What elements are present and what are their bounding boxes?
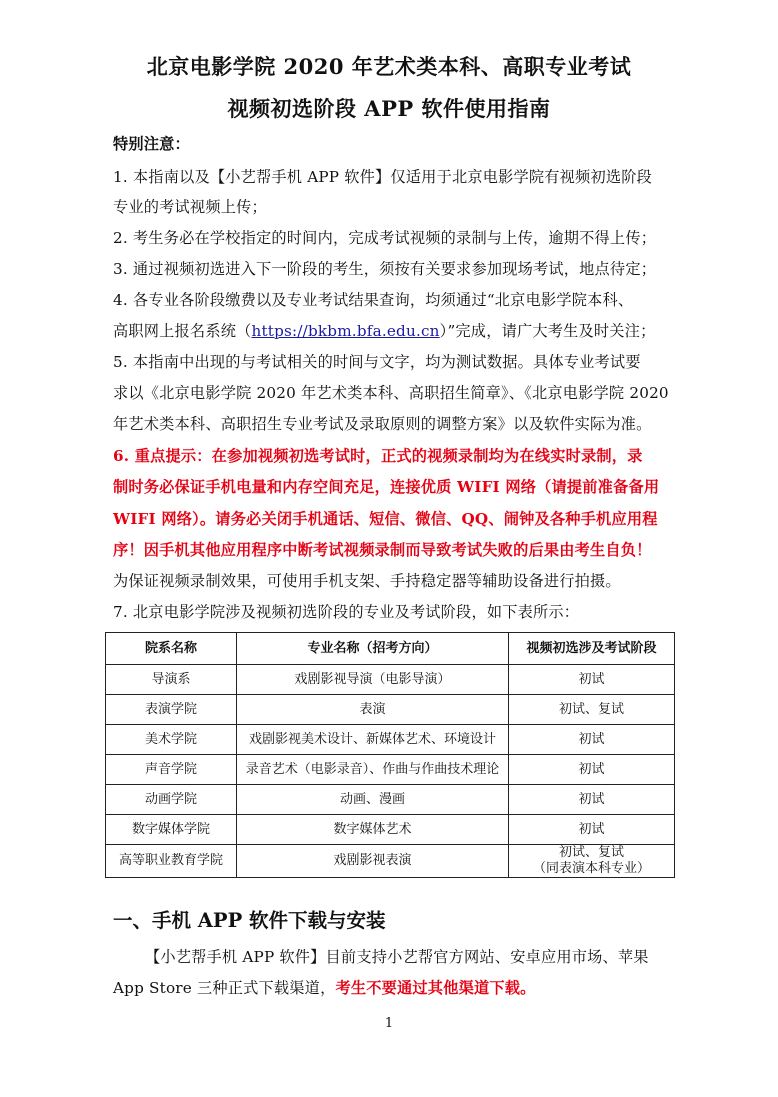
header-department: 院系名称	[106, 633, 237, 665]
notice-item-1-line-b: 专业的考试视频上传；	[113, 198, 267, 216]
header-major: 专业名称（招考方向）	[237, 633, 509, 665]
exam-stage-value: 初试、复试	[558, 845, 624, 860]
section-1-paragraph-warning: 考生不要通过其他渠道下载。	[335, 979, 536, 997]
registration-link[interactable]: https://bkbm.bfa.edu.cn	[251, 322, 440, 340]
section-1-paragraph-line-a: 【小艺帮手机 APP 软件】目前支持小艺帮官方网站、安卓应用市场、苹果	[145, 948, 649, 966]
cell-department: 导演系	[106, 665, 237, 695]
page-number: 1	[384, 1016, 394, 1031]
table-row	[106, 695, 675, 725]
notice-item-5-line-a: 5. 本指南中出现的与考试相关的时间与文字，均为测试数据。具体专业考试要	[113, 353, 641, 371]
section-1-paragraph-normal: App Store 三种正式下载渠道，	[113, 979, 336, 997]
table-row	[106, 665, 675, 695]
notice-item-2: 2. 考生务必在学校指定的时间内，完成考试视频的录制与上传，逾期不得上传；	[113, 229, 657, 247]
cell-major: 戏剧影视导演（电影导演）	[237, 665, 509, 695]
notice-item-5-line-b: 求以《北京电影学院 2020 年艺术类本科、高职招生简章》、《北京电影学院 2020	[113, 384, 669, 402]
notice-item-6-line-b: 制时务必保证手机电量和内存空间充足，连接优质 WIFI 网络（请提前准备备用	[113, 478, 660, 496]
exam-stage-note: （同表演本科专业）	[532, 861, 650, 876]
table-row	[106, 725, 675, 755]
cell-department: 美术学院	[106, 725, 237, 755]
cell-exam-stage: 初试	[509, 785, 675, 815]
notice-item-7: 7. 北京电影学院涉及视频初选阶段的专业及考试阶段，如下表所示：	[113, 603, 580, 621]
notice-item-6-line-d: 序！因手机其他应用程序中断考试视频录制而导致考试失败的后果由考生自负！	[113, 541, 652, 559]
notice-item-1-line-a: 1. 本指南以及【小艺帮手机 APP 软件】仅适用于北京电影学院有视频初选阶段	[113, 168, 652, 186]
cell-exam-stage	[509, 845, 675, 878]
cell-department: 声音学院	[106, 755, 237, 785]
majors-table	[105, 632, 675, 878]
cell-major: 戏剧影视表演	[237, 845, 509, 878]
cell-exam-stage: 初试	[509, 815, 675, 845]
notice-item-5-line-c: 年艺术类本科、高职招生专业考试及录取原则的调整方案》以及软件实际为准。	[113, 415, 652, 433]
cell-exam-stage: 初试	[509, 755, 675, 785]
cell-department: 动画学院	[106, 785, 237, 815]
cell-major: 录音艺术（电影录音）、作曲与作曲技术理论	[237, 755, 509, 785]
table-row	[106, 755, 675, 785]
table-row	[106, 785, 675, 815]
document-title-line2: 视频初选阶段 APP 软件使用指南	[227, 96, 551, 121]
cell-major: 数字媒体艺术	[237, 815, 509, 845]
table-header-row	[106, 633, 675, 665]
notice-heading: 特别注意：	[113, 135, 190, 153]
cell-exam-stage: 初试	[509, 725, 675, 755]
notice-item-6-line-e: 为保证视频录制效果，可使用手机支架、手持稳定器等辅助设备进行拍摄。	[113, 572, 621, 590]
notice-item-6-line-a: 6. 重点提示：在参加视频初选考试时，正式的视频录制均为在线实时录制，录	[113, 447, 643, 465]
header-exam-stage: 视频初选涉及考试阶段	[509, 633, 675, 665]
notice-item-4-prefix: 高职网上报名系统（	[113, 322, 252, 340]
notice-item-4-line-a: 4. 各专业各阶段缴费以及专业考试结果查询，均须通过“北京电影学院本科、	[113, 291, 634, 309]
notice-item-4-suffix: ）”完成，请广大考生及时关注；	[439, 322, 656, 340]
cell-major: 表演	[237, 695, 509, 725]
cell-exam-stage: 初试、复试	[509, 695, 675, 725]
notice-item-6-line-c: WIFI 网络）。请务必关闭手机通话、短信、微信、QQ、闹钟及各种手机应用程	[113, 510, 658, 528]
cell-major: 戏剧影视美术设计、新媒体艺术、环境设计	[237, 725, 509, 755]
cell-major: 动画、漫画	[237, 785, 509, 815]
cell-exam-stage: 初试	[509, 665, 675, 695]
notice-item-4-line-b	[113, 320, 655, 342]
table-row	[106, 845, 675, 878]
cell-department: 表演学院	[106, 695, 237, 725]
notice-item-3: 3. 通过视频初选进入下一阶段的考生，须按有关要求参加现场考试，地点待定；	[113, 260, 657, 278]
section-1-paragraph-line-b	[113, 977, 536, 999]
document-title-line1: 北京电影学院 2020 年艺术类本科、高职专业考试	[146, 54, 632, 79]
cell-department: 高等职业教育学院	[106, 845, 237, 878]
cell-department: 数字媒体学院	[106, 815, 237, 845]
table-row	[106, 815, 675, 845]
section-heading-download: 一、手机 APP 软件下载与安装	[113, 909, 386, 932]
